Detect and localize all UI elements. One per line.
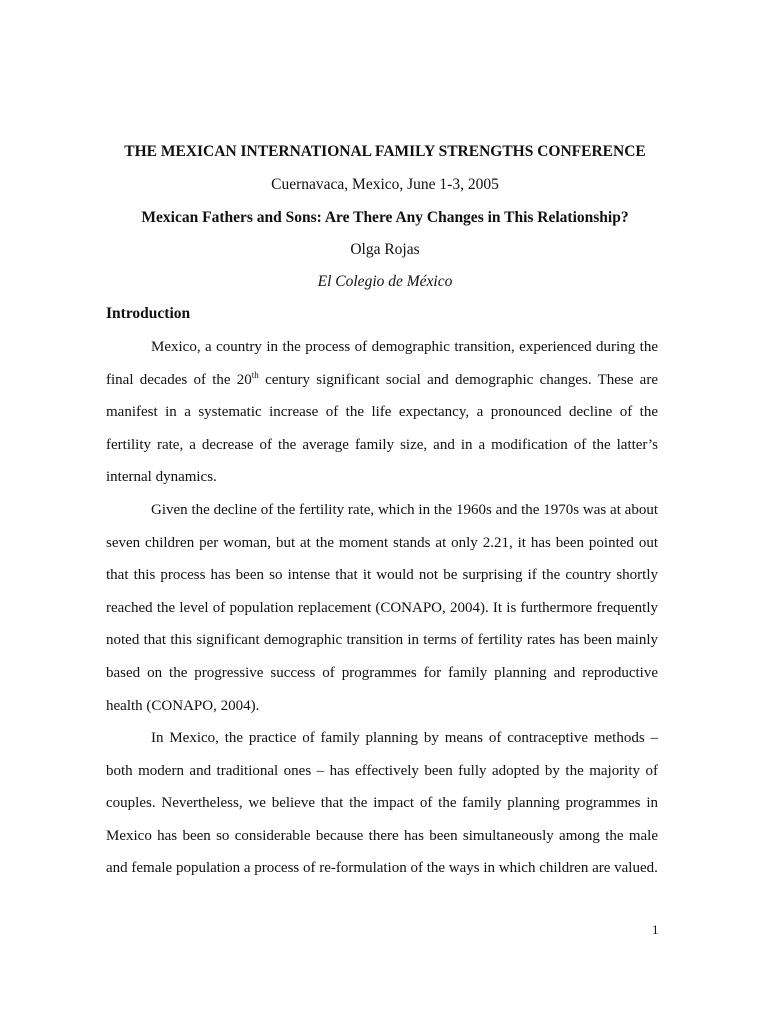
paragraph-1 xyxy=(106,331,658,494)
paragraph-3: In Mexico, the practice of family planning by means of contraceptive methods – both modern and traditional ones – has effectively been fully adopted by the majority of couples. Nevertheless, we believe that the impact of the family planning programmes in Mexico has been so considerable because there has been simultaneously among the male and female population a process of re-formulation of the ways in which children are valued. xyxy=(106,730,658,877)
conference-title: THE MEXICAN INTERNATIONAL FAMILY STRENGTHS CONFERENCE xyxy=(124,143,646,160)
section-heading: Introduction xyxy=(106,305,191,322)
page-number: 1 xyxy=(652,922,659,937)
author-affiliation: El Colegio de México xyxy=(317,273,453,290)
conference-location-date: Cuernavaca, Mexico, June 1-3, 2005 xyxy=(271,176,499,193)
paragraph-1-text-b: century significant social and demographic changes. These are manifest in a systematic increase of the life expectancy, a pronounced decline of the fertility rate, a decrease of the average family size, and in a modification of the latter’s internal dynamics. xyxy=(106,371,658,486)
paragraph-1-text-a: Mexico, a country in the process of demographic transition, experienced during the final decades of the 20 xyxy=(106,339,658,388)
paper-title: Mexican Fathers and Sons: Are There Any Changes in This Relationship? xyxy=(141,209,629,226)
paragraph-2: Given the decline of the fertility rate, which in the 1960s and the 1970s was at about seven children per woman, but at the moment stands at only 2.21, it has been pointed out that this process has been so intense that it would not be surprising if the country shortly reached the level of population replacement (CONAPO, 2004). It is furthermore frequently noted that this significant demographic transition in terms of fertility rates has been mainly based on the progressive success of programmes for family planning and reproductive health (CONAPO, 2004). xyxy=(106,502,658,714)
author-name: Olga Rojas xyxy=(350,241,420,258)
ordinal-superscript: th xyxy=(251,369,259,380)
